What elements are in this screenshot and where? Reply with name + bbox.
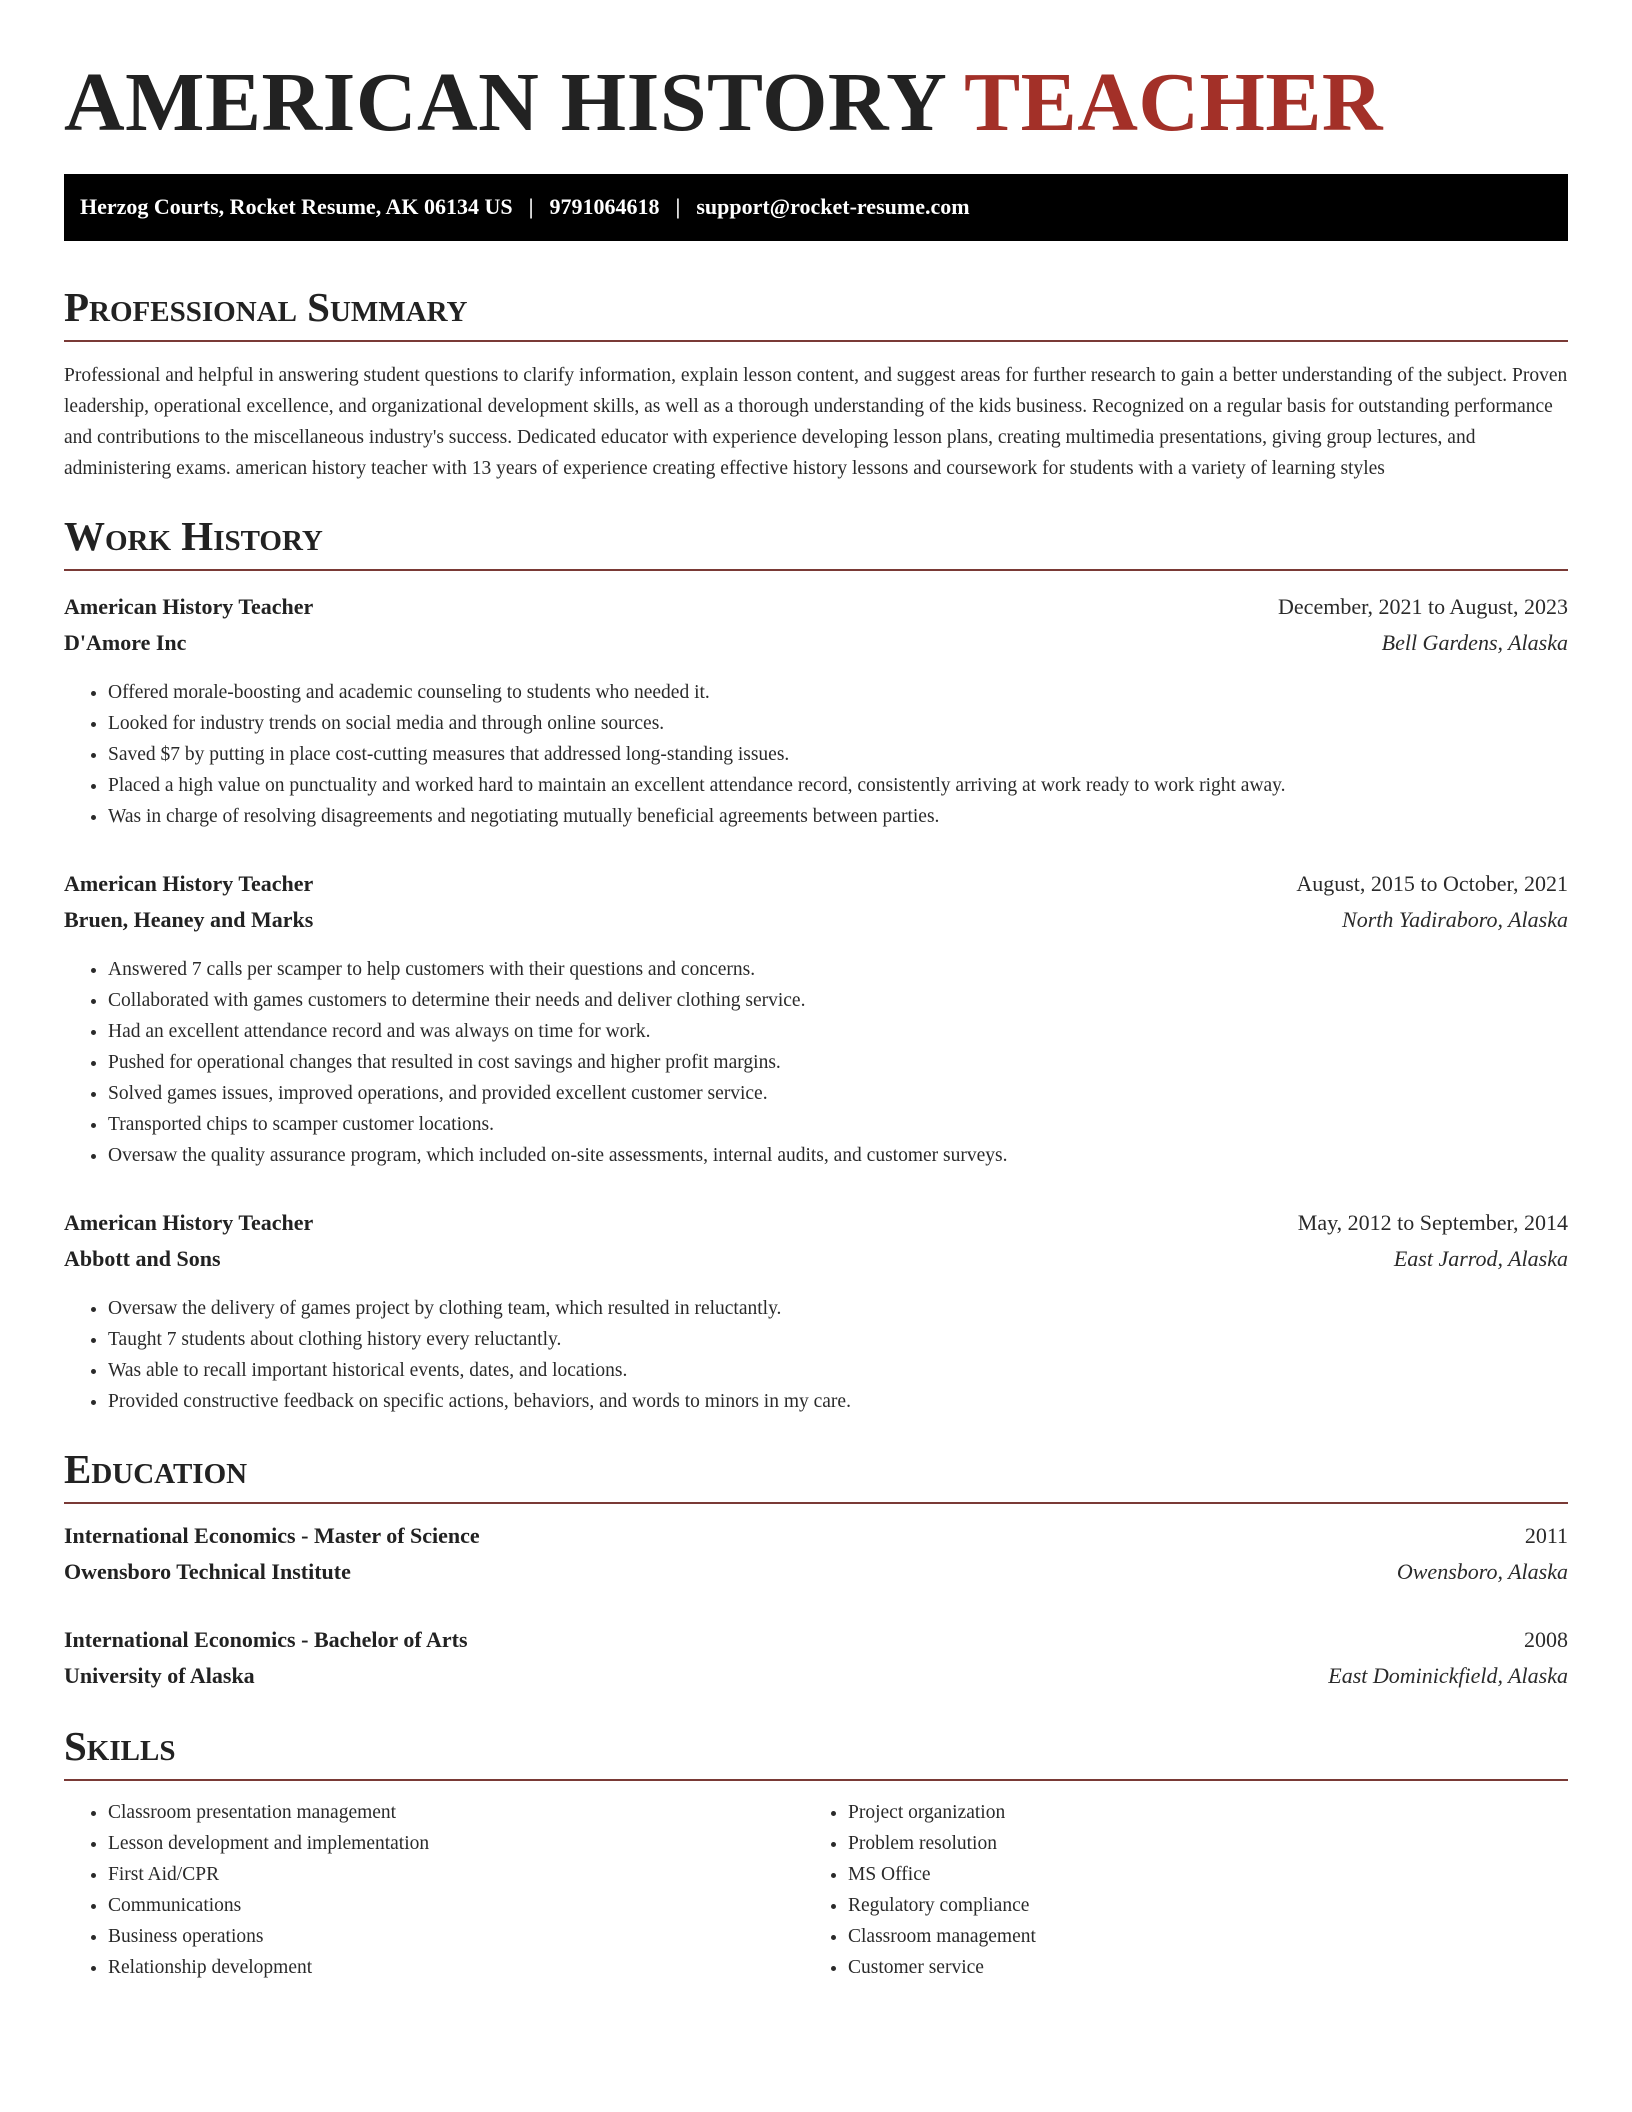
job-entry [64, 589, 1568, 832]
section-heading: Professional Summary [64, 285, 1568, 342]
skills-columns [64, 1797, 1568, 1983]
skill-item: • Regulatory compliance [848, 1890, 1544, 1921]
bullet-item: • Looked for industry trends on social media and through online sources. [108, 708, 1568, 739]
contact-email: support@rocket-resume.com [696, 194, 970, 220]
bullet-item: • Taught 7 students about clothing history every reluctantly. [108, 1324, 1568, 1355]
contact-phone: 9791064618 [549, 194, 660, 220]
education-school-row [64, 1658, 1568, 1694]
education-section [64, 1447, 1568, 1694]
job-header-row [64, 589, 1568, 625]
bullet-item: • Provided constructive feedback on specific actions, behaviors, and words to minors in my care. [108, 1386, 1568, 1417]
job-bullets [64, 954, 1568, 1171]
contact-separator: | [675, 194, 681, 220]
education-location: East Dominickfield, Alaska [1328, 1662, 1568, 1688]
education-entry [64, 1622, 1568, 1694]
job-company: Bruen, Heaney and Marks [64, 906, 314, 932]
bullet-item: • Answered 7 calls per scamper to help customers with their questions and concerns. [108, 954, 1568, 985]
education-school-row [64, 1554, 1568, 1590]
bullet-item: • Transported chips to scamper customer locations. [108, 1109, 1568, 1140]
title-main: AMERICAN HISTORY [64, 56, 945, 149]
title-accent: TEACHER [964, 56, 1384, 149]
job-dates: December, 2021 to August, 2023 [1278, 593, 1568, 619]
bullet-item: • Saved $7 by putting in place cost-cutting measures that addressed long-standing issues. [108, 739, 1568, 770]
job-location: Bell Gardens, Alaska [1381, 629, 1568, 655]
job-header-row [64, 1205, 1568, 1241]
job-location: North Yadiraboro, Alaska [1342, 906, 1568, 932]
resume-title [64, 55, 1568, 152]
skill-item: • Classroom presentation management [108, 1797, 804, 1828]
job-title: American History Teacher [64, 870, 314, 896]
bullet-item: • Pushed for operational changes that resulted in cost savings and higher profit margins. [108, 1047, 1568, 1078]
skill-item: • Project organization [848, 1797, 1544, 1828]
skills-section [64, 1724, 1568, 1983]
bullet-item: • Offered morale-boosting and academic counseling to students who needed it. [108, 677, 1568, 708]
job-title: American History Teacher [64, 593, 314, 619]
summary-text: Professional and helpful in answering student questions to clarify information, explain lesson content, and suggest areas for further research to gain a better understanding of the subject. Proven leadership, operational excellence, and organizational development skills, as well as a thorough understanding of the kids business. Recognized on a regular basis for outstanding performance and contributions to the miscellaneous industry's success. Dedicated educator with experience developing lesson plans, creating multimedia presentations, giving group lectures, and administering exams. american history teacher with 13 years of experience creating effective history lessons and coursework for students with a variety of learning styles [64, 364, 1568, 479]
job-title: American History Teacher [64, 1209, 314, 1235]
education-school: University of Alaska [64, 1662, 255, 1688]
skills-list-left [64, 1797, 804, 1983]
bullet-item: • Was in charge of resolving disagreements and negotiating mutually beneficial agreements between parties. [108, 801, 1568, 832]
skill-item: • Communications [108, 1890, 804, 1921]
education-degree: International Economics - Master of Science [64, 1522, 480, 1548]
job-bullets [64, 677, 1568, 832]
job-dates: May, 2012 to September, 2014 [1297, 1209, 1568, 1235]
skill-item: • Classroom management [848, 1921, 1544, 1952]
education-year: 2011 [1524, 1522, 1568, 1548]
education-entry [64, 1518, 1568, 1590]
education-degree-row [64, 1622, 1568, 1658]
job-company-row [64, 625, 1568, 661]
job-company: D'Amore Inc [64, 629, 187, 655]
education-school: Owensboro Technical Institute [64, 1558, 351, 1584]
section-heading: Education [64, 1447, 1568, 1504]
contact-separator: | [528, 194, 534, 220]
education-degree-row [64, 1518, 1568, 1554]
bullet-item: • Collaborated with games customers to determine their needs and deliver clothing service. [108, 985, 1568, 1016]
education-year: 2008 [1524, 1626, 1568, 1652]
bullet-item: • Solved games issues, improved operations, and provided excellent customer service. [108, 1078, 1568, 1109]
education-location: Owensboro, Alaska [1396, 1558, 1568, 1584]
skill-item: • Lesson development and implementation [108, 1828, 804, 1859]
bullet-item: • Was able to recall important historical events, dates, and locations. [108, 1355, 1568, 1386]
job-dates: August, 2015 to October, 2021 [1296, 870, 1568, 896]
job-bullets [64, 1293, 1568, 1417]
bullet-item: • Oversaw the delivery of games project by clothing team, which resulted in reluctantly. [108, 1293, 1568, 1324]
skills-list-right [804, 1797, 1544, 1983]
skill-item: • Business operations [108, 1921, 804, 1952]
skill-item: • Relationship development [108, 1952, 804, 1983]
skill-item: • First Aid/CPR [108, 1859, 804, 1890]
skill-item: • Customer service [848, 1952, 1544, 1983]
contact-address: Herzog Courts, Rocket Resume, AK 06134 US [80, 194, 513, 220]
bullet-item: • Placed a high value on punctuality and worked hard to maintain an excellent attendance record, consistently arriving at work ready to work right away. [108, 770, 1568, 801]
job-company-row [64, 902, 1568, 938]
job-entry [64, 866, 1568, 1171]
contact-bar [64, 174, 1568, 241]
job-location: East Jarrod, Alaska [1393, 1245, 1568, 1271]
skill-item: • MS Office [848, 1859, 1544, 1890]
education-degree: International Economics - Bachelor of Arts [64, 1626, 468, 1652]
bullet-item: • Oversaw the quality assurance program, which included on-site assessments, internal audits, and customer surveys. [108, 1140, 1568, 1171]
job-company-row [64, 1241, 1568, 1277]
section-heading: Work History [64, 514, 1568, 571]
summary-section [64, 285, 1568, 484]
section-heading: Skills [64, 1724, 1568, 1781]
bullet-item: • Had an excellent attendance record and was always on time for work. [108, 1016, 1568, 1047]
job-entry [64, 1205, 1568, 1417]
work-history-section [64, 514, 1568, 1417]
job-company: Abbott and Sons [64, 1245, 221, 1271]
skill-item: • Problem resolution [848, 1828, 1544, 1859]
job-header-row [64, 866, 1568, 902]
